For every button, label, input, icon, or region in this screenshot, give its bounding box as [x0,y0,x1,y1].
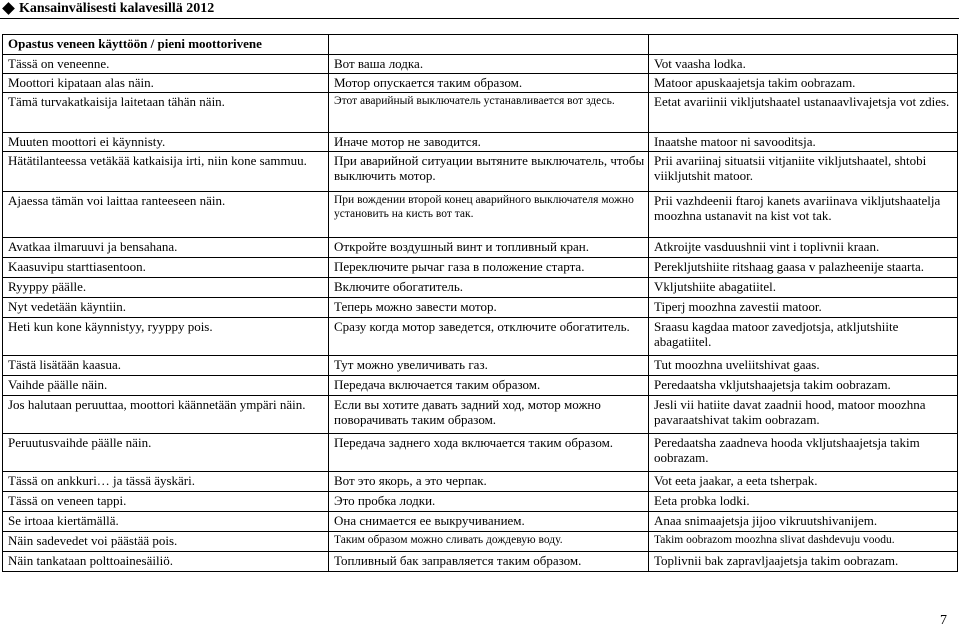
transliteration-cell: Vot eeta jaakar, a eeta tsherpak. [649,472,958,492]
transliteration-cell: Jesli vii hatiite davat zaadnii hood, matoor moozhna pavaraatshivat takim oobrazam. [649,396,958,434]
russian-cell: Переключите рычаг газа в положение старта. [329,258,649,278]
finnish-cell: Ryyppy päälle. [3,278,329,298]
russian-cell: Включите обогатитель. [329,278,649,298]
transliteration-cell: Atkroijte vasduushnii vint i toplivnii kraan. [649,238,958,258]
table-row [3,278,958,298]
transliteration-cell: Vkljutshiite abagatiitel. [649,278,958,298]
table-row [3,152,958,192]
russian-cell: Это пробка лодки. [329,492,649,512]
transliteration-cell: Anaa snimaajetsja jijoo vikruutshivanijem. [649,512,958,532]
transliteration-cell: Toplivnii bak zapravljaajetsja takim oobrazam. [649,552,958,572]
transliteration-cell: Prii vazhdeenii ftaroj kanets avariinava vikljutshaatelja moozhna ustanavit na kist vot tak. [649,192,958,238]
transliteration-cell: Takim oobrazom moozhna slivat dashdevuju voodu. [649,532,958,552]
section-empty-cell [329,35,649,55]
transliteration-cell: Matoor apuskaajetsja takim oobrazam. [649,74,958,93]
table-row [3,318,958,356]
finnish-cell: Tässä on veneenne. [3,55,329,74]
table-row [3,552,958,572]
header-rule [0,18,959,19]
table-row [3,396,958,434]
finnish-cell: Jos halutaan peruuttaa, moottori käännetään ympäri näin. [3,396,329,434]
table-row [3,74,958,93]
section-title: Opastus veneen käyttöön / pieni moottorivene [3,35,329,55]
transliteration-cell: Sraasu kagdaa matoor zavedjotsja, atkljutshiite abagatiitel. [649,318,958,356]
russian-cell: Мотор опускается таким образом. [329,74,649,93]
finnish-cell: Moottori kipataan alas näin. [3,74,329,93]
russian-cell: При вождении второй конец аварийного выключателя можно установить на кисть вот так. [329,192,649,238]
russian-cell: Откройте воздушный винт и топливный кран. [329,238,649,258]
transliteration-cell: Tiperj moozhna zavestii matoor. [649,298,958,318]
finnish-cell: Tämä turvakatkaisija laitetaan tähän näin. [3,93,329,133]
table-row [3,93,958,133]
table-row [3,512,958,532]
finnish-cell: Heti kun kone käynnistyy, ryyppy pois. [3,318,329,356]
finnish-cell: Tässä on ankkuri… ja tässä äyskäri. [3,472,329,492]
finnish-cell: Avatkaa ilmaruuvi ja bensahana. [3,238,329,258]
russian-cell: Этот аварийный выключатель устанавливается вот здесь. [329,93,649,133]
russian-cell: Она снимается ее выкручиванием. [329,512,649,532]
table-row [3,238,958,258]
diamond-bullet-icon [2,2,15,15]
russian-cell: При аварийной ситуации вытяните выключатель, чтобы выключить мотор. [329,152,649,192]
finnish-cell: Muuten moottori ei käynnisty. [3,133,329,152]
finnish-cell: Tästä lisätään kaasua. [3,356,329,376]
phrase-table [2,34,958,572]
russian-cell: Передача заднего хода включается таким образом. [329,434,649,472]
table-row [3,492,958,512]
finnish-cell: Kaasuvipu starttiasentoon. [3,258,329,278]
table-row [3,133,958,152]
transliteration-cell: Peredaatsha zaadneva hooda vkljutshaajetsja takim oobrazam. [649,434,958,472]
finnish-cell: Se irtoaa kiertämällä. [3,512,329,532]
table-row [3,55,958,74]
table-row [3,376,958,396]
finnish-cell: Vaihde päälle näin. [3,376,329,396]
transliteration-cell: Vot vaasha lodka. [649,55,958,74]
russian-cell: Вот это якорь, а это черпак. [329,472,649,492]
russian-cell: Вот ваша лодка. [329,55,649,74]
table-row [3,192,958,238]
russian-cell: Сразу когда мотор заведется, отключите обогатитель. [329,318,649,356]
finnish-cell: Näin sadevedet voi päästää pois. [3,532,329,552]
russian-cell: Таким образом можно сливать дождевую воду. [329,532,649,552]
table-row [3,532,958,552]
finnish-cell: Tässä on veneen tappi. [3,492,329,512]
russian-cell: Иначе мотор не заводится. [329,133,649,152]
russian-cell: Передача включается таким образом. [329,376,649,396]
finnish-cell: Näin tankataan polttoainesäiliö. [3,552,329,572]
table-row [3,258,958,278]
finnish-cell: Peruutusvaihde päälle näin. [3,434,329,472]
russian-cell: Если вы хотите давать задний ход, мотор можно поворачивать таким образом. [329,396,649,434]
table-row [3,472,958,492]
russian-cell: Теперь можно завести мотор. [329,298,649,318]
russian-cell: Тут можно увеличивать газ. [329,356,649,376]
transliteration-cell: Eeta probka lodki. [649,492,958,512]
document-title: Kansainvälisesti kalavesillä 2012 [19,0,215,16]
table-row [3,434,958,472]
page-number: 7 [940,613,947,628]
finnish-cell: Nyt vedetään käyntiin. [3,298,329,318]
table-row [3,298,958,318]
transliteration-cell: Prii avariinaj situatsii vitjaniite vikljutshaatel, shtobi viikljutshit matoor. [649,152,958,192]
transliteration-cell: Peredaatsha vkljutshaajetsja takim oobrazam. [649,376,958,396]
transliteration-cell: Tut moozhna uveliitshivat gaas. [649,356,958,376]
russian-cell: Топливный бак заправляется таким образом. [329,552,649,572]
transliteration-cell: Pereklјutshiite ritshaag gaasa v palazheenije staarta. [649,258,958,278]
finnish-cell: Ajaessa tämän voi laittaa ranteeseen näin. [3,192,329,238]
section-empty-cell [649,35,958,55]
document-header [0,0,959,17]
table-row [3,356,958,376]
section-header-row [3,35,958,55]
finnish-cell: Hätätilanteessa vetäkää katkaisija irti, niin kone sammuu. [3,152,329,192]
transliteration-cell: Inaatshe matoor ni savooditsja. [649,133,958,152]
transliteration-cell: Eetat avariinii vikljutshaatel ustanaavlivajetsja vot zdies. [649,93,958,133]
